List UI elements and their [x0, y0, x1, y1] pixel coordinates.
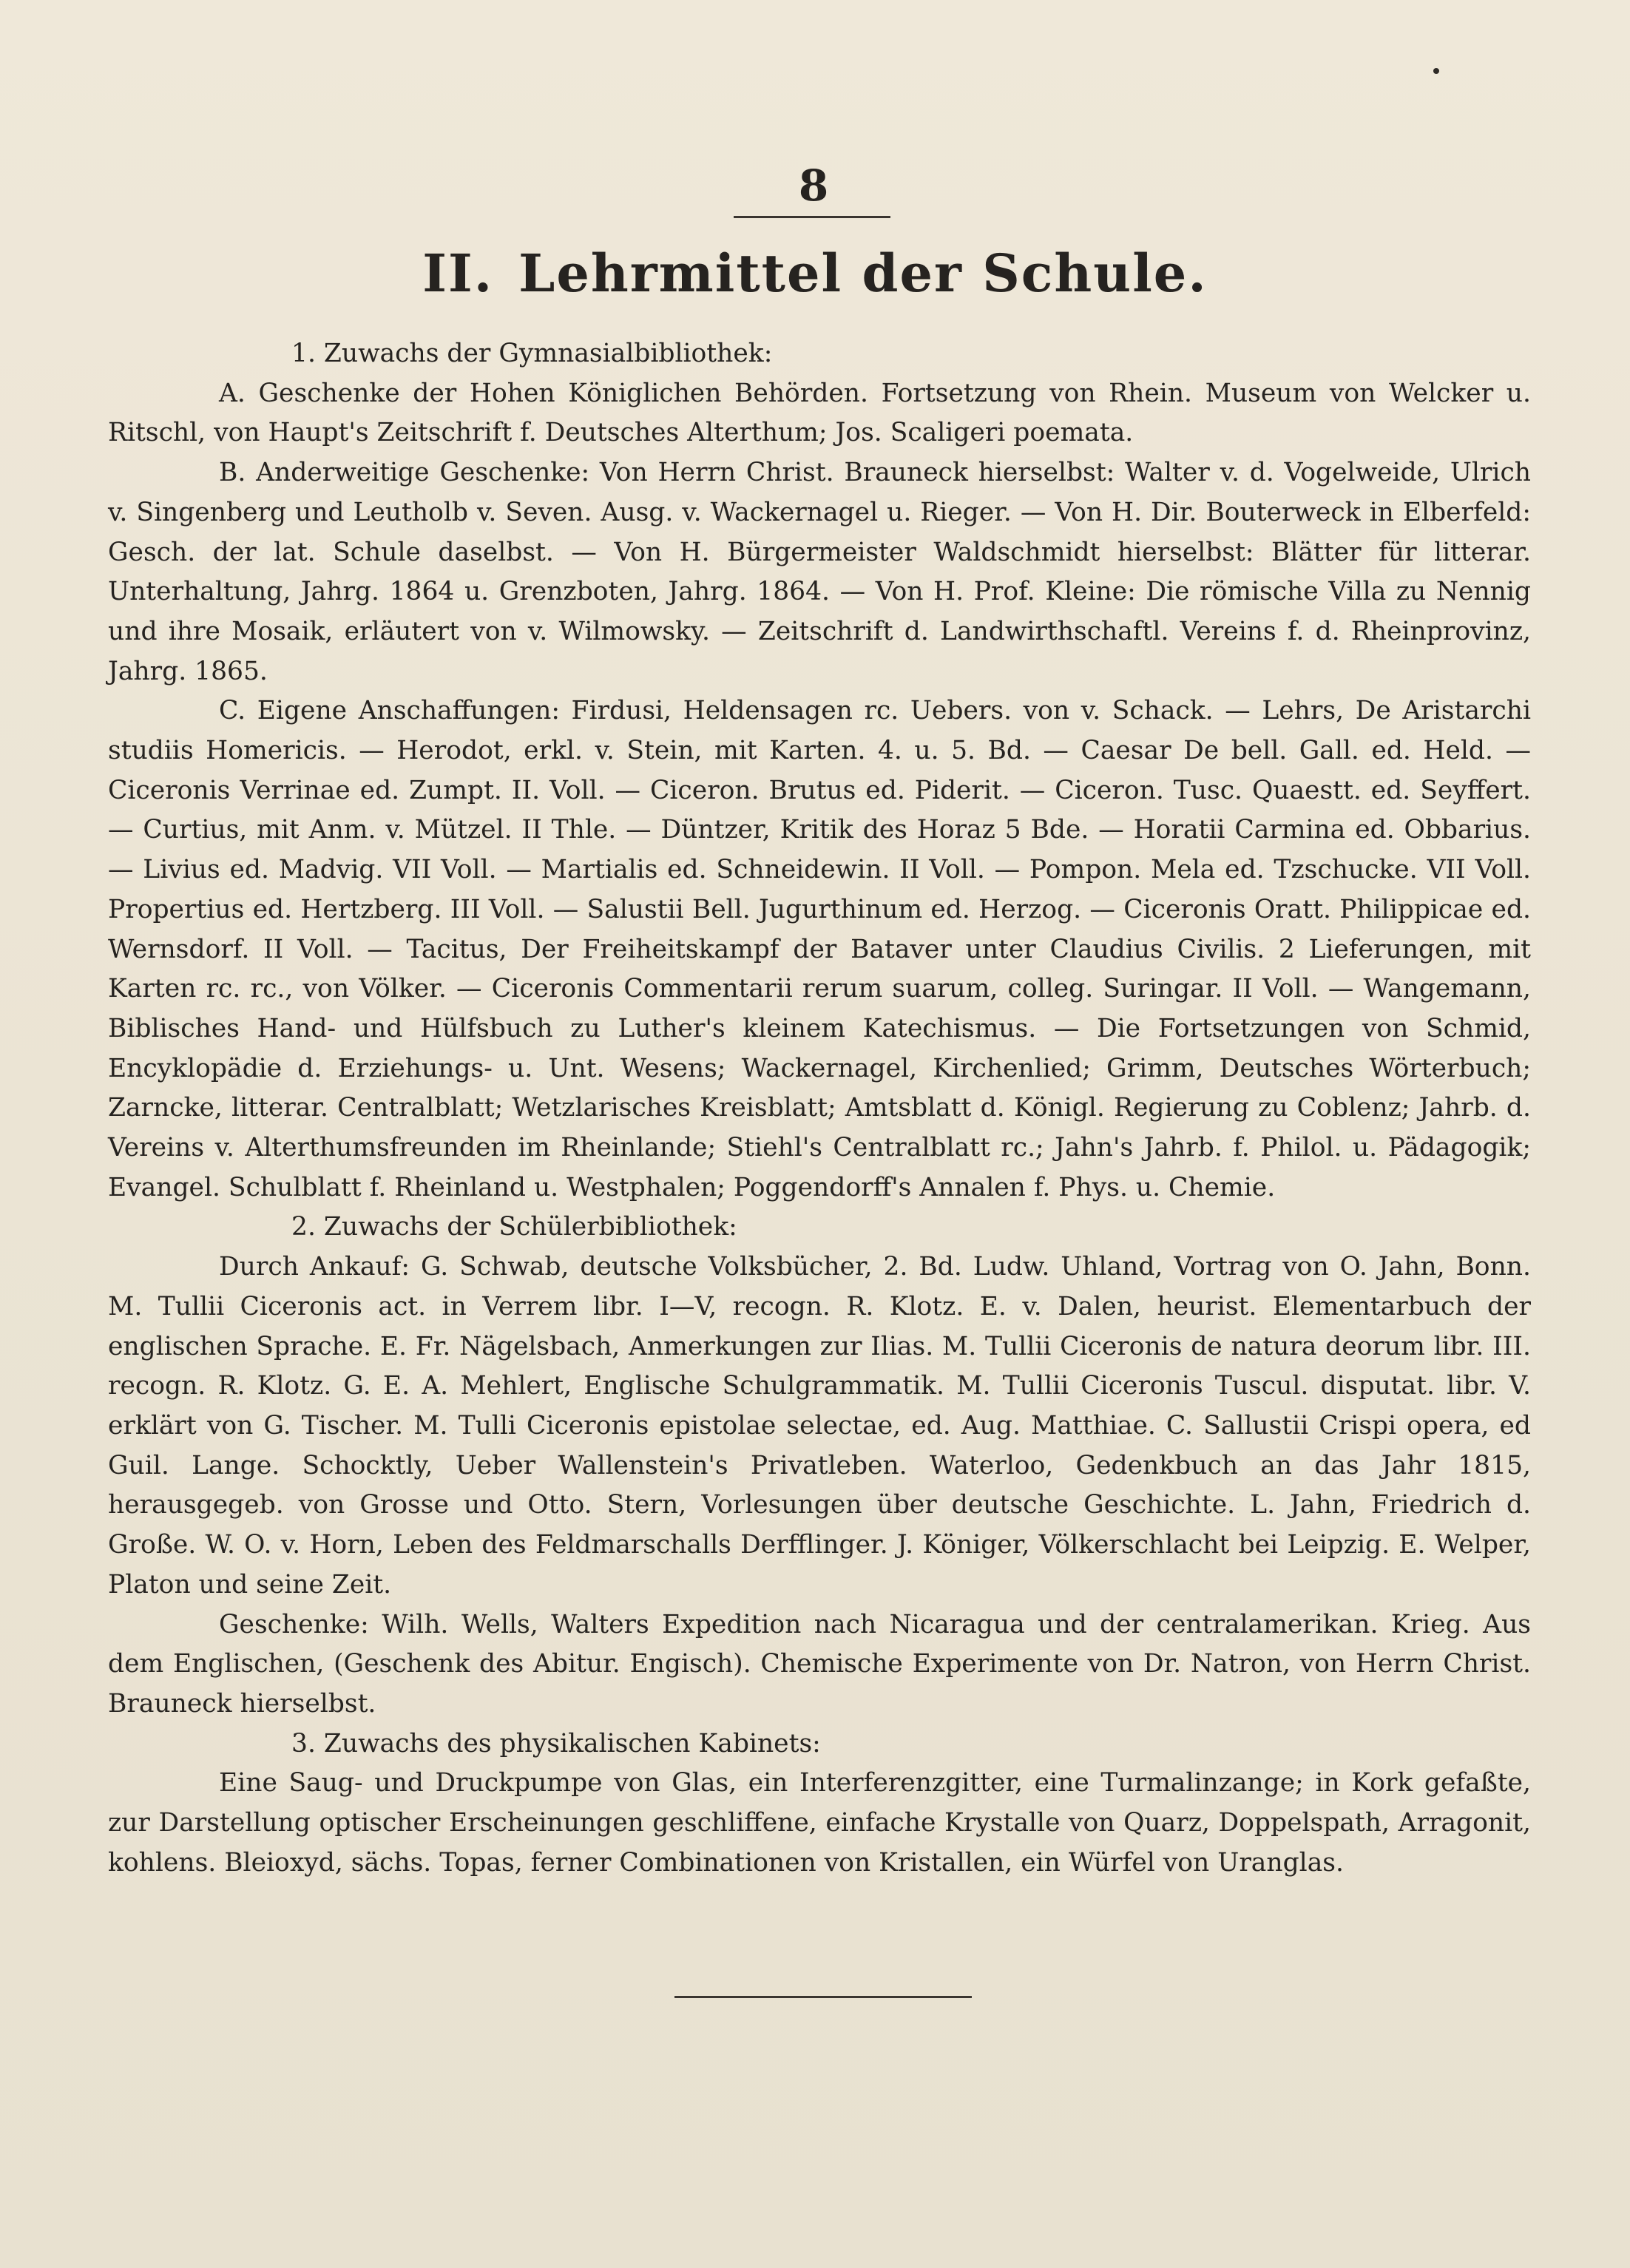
subsection-heading-3: 3. Zuwachs des physikalischen Kabinets:: [291, 1728, 821, 1758]
section-title: Lehrmittel der Schule.: [518, 243, 1208, 304]
section-heading: [0, 243, 1630, 304]
paragraph-1b: B. Anderweitige Geschenke: Von Herrn Christ. Brauneck hierselbst: Walter v. d. Vogelweide, Ulrich v. Singenberg und Leutholb v. Seven. Ausg. v. Wackernagel u. Rieger. — Von H. Dir. Bouterweck in Elberfeld: Gesch. der lat. Schule daselbst. — Von H. Bürgermeister Waldschmidt hierselbst: Blätter für litterar. Unterhaltung, Jahrg. 1864 u. Grenzboten, Jahrg. 1864. — Von H. Prof. Kleine: Die römische Villa zu Nennig und ihre Mosaik, erläutert von v. Wilmowsky. — Zeitschrift d. Landwirthschaftl. Vereins f. d. Rheinprovinz, Jahrg. 1865.: [108, 458, 1531, 686]
page-number: 8: [798, 160, 829, 211]
ink-speck: [1433, 68, 1439, 74]
paragraph-2a: Durch Ankauf: G. Schwab, deutsche Volksbücher, 2. Bd. Ludw. Uhland, Vortrag von O. Jahn, Bonn. M. Tullii Ciceronis act. in Verrem libr. I—V, recogn. R. Klotz. E. v. Dalen, heurist. Elementarbuch der englischen Sprache. E. Fr. Nägelsbach, Anmerkungen zur Ilias. M. Tullii Ciceronis de natura deorum libr. III. recogn. R. Klotz. G. E. A. Mehlert, Englische Schulgrammatik. M. Tullii Ciceronis Tuscul. disputat. libr. V. erklärt von G. Tischer. M. Tulli Ciceronis epistolae selectae, ed. Aug. Matthiae. C. Sallustii Crispi opera, ed Guil. Lange. Schocktly, Ueber Wallenstein's Privatleben. Waterloo, Gedenkbuch an das Jahr 1815, herausgegeb. von Grosse und Otto. Stern, Vorlesungen über deutsche Geschichte. L. Jahn, Friedrich d. Große. W. O. v. Horn, Leben des Feldmarschalls Derfflinger. J. Königer, Völkerschlacht bei Leipzig. E. Welper, Platon und seine Zeit.: [108, 1252, 1531, 1600]
body-text: [108, 334, 1531, 1883]
subsection-heading-2: 2. Zuwachs der Schülerbibliothek:: [291, 1212, 737, 1242]
top-rule: [734, 216, 890, 218]
paragraph-3a: Eine Saug- und Druckpumpe von Glas, ein Interferenzgitter, eine Turmalinzange; in Kork gefaßte, zur Darstellung optischer Erscheinungen geschliffene, einfache Krystalle von Quarz, Doppelspath, Arragonit, kohlens. Bleioxyd, sächs. Topas, ferner Combinationen von Kristallen, ein Würfel von Uranglas.: [108, 1768, 1531, 1878]
paragraph-2b: Geschenke: Wilh. Wells, Walters Expedition nach Nicaragua und der centralamerikan. Krieg. Aus dem Englischen, (Geschenk des Abitur. Engisch). Chemische Experimente von Dr. Natron, von Herrn Christ. Brauneck hierselbst.: [108, 1609, 1531, 1719]
paragraph-1c: C. Eigene Anschaffungen: Firdusi, Heldensagen rc. Uebers. von v. Schack. — Lehrs, De Aristarchi studiis Homericis. — Herodot, erkl. v. Stein, mit Karten. 4. u. 5. Bd. — Caesar De bell. Gall. ed. Held. — Ciceronis Verrinae ed. Zumpt. II. Voll. — Ciceron. Brutus ed. Piderit. — Ciceron. Tusc. Quaestt. ed. Seyffert. — Curtius, mit Anm. v. Mützel. II Thle. — Düntzer, Kritik des Horaz 5 Bde. — Horatii Carmina ed. Obbarius. — Livius ed. Madvig. VII Voll. — Martialis ed. Schneidewin. II Voll. — Pompon. Mela ed. Tzschucke. VII Voll. Propertius ed. Hertzberg. III Voll. — Salustii Bell. Jugurthinum ed. Herzog. — Ciceronis Oratt. Philippicae ed. Wernsdorf. II Voll. — Tacitus, Der Freiheitskampf der Bataver unter Claudius Civilis. 2 Lieferungen, mit Karten rc. rc., von Völker. — Ciceronis Commentarii rerum suarum, colleg. Suringar. II Voll. — Wangemann, Biblisches Hand- und Hülfsbuch zu Luther's kleinem Katechismus. — Die Fortsetzungen von Schmid, Encyklopädie d. Erziehungs- u. Unt. Wesens; Wackernagel, Kirchenlied; Grimm, Deutsches Wörterbuch; Zarncke, litterar. Centralblatt; Wetzlarisches Kreisblatt; Amtsblatt d. Königl. Regierung zu Coblenz; Jahrb. d. Vereins v. Alterthumsfreunden im Rheinlande; Stiehl's Centralblatt rc.; Jahn's Jahrb. f. Philol. u. Pädagogik; Evangel. Schulblatt f. Rheinland u. Westphalen; Poggendorff's Annalen f. Phys. u. Chemie.: [108, 696, 1531, 1202]
bottom-rule: [674, 1996, 972, 1998]
paragraph-1a: A. Geschenke der Hohen Königlichen Behörden. Fortsetzung von Rhein. Museum von Welcker u. Ritschl, von Haupt's Zeitschrift f. Deutsches Alterthum; Jos. Scaligeri poemata.: [108, 378, 1531, 448]
subsection-heading-1: 1. Zuwachs der Gymnasialbibliothek:: [291, 339, 773, 368]
section-numeral: II.: [422, 243, 494, 304]
